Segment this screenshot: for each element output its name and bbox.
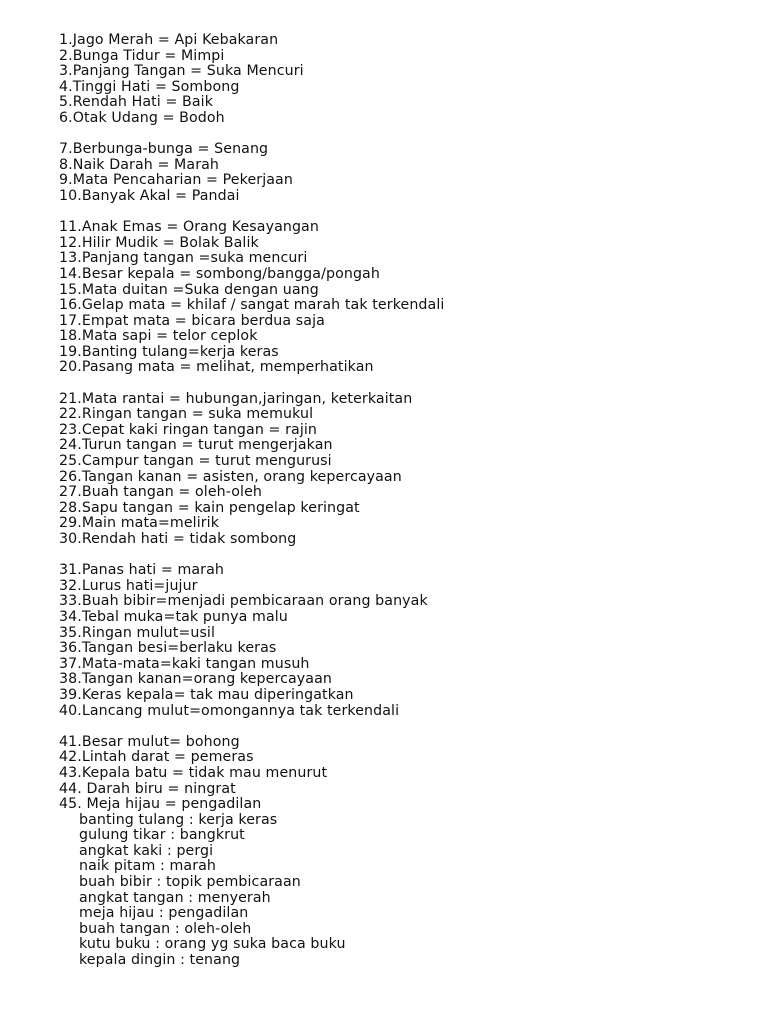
idiom-line: 42.Lintah darat = pemeras [59,749,254,766]
idiom-line: 21.Mata rantai = hubungan,jaringan, keterkaitan [59,390,413,407]
idiom-sub-line: banting tulang : kerja keras [79,811,278,828]
idiom-line: 1.Jago Merah = Api Kebakaran [59,32,279,48]
idiom-line: 13.Panjang tangan =suka mencuri [59,250,308,267]
idiom-line: 18.Mata sapi = telor ceplok [59,328,258,345]
idiom-group-3 [59,220,444,376]
idiom-group-2 [59,142,444,204]
idiom-line: 8.Naik Darah = Marah [59,156,220,173]
idiom-line: 4.Tinggi Hati = Sombong [59,78,240,95]
idiom-line: 11.Anak Emas = Orang Kesayangan [59,219,319,236]
idiom-line: 20.Pasang mata = melihat, memperhatikan [59,359,374,376]
idiom-line: 30.Rendah hati = tidak sombong [59,531,297,547]
idiom-line: 23.Cepat kaki ringan tangan = rajin [59,421,318,438]
idiom-sub-line: kutu buku : orang yg suka baca buku [79,936,346,953]
idiom-line: 26.Tangan kanan = asisten, orang kepercayaan [59,468,402,485]
idiom-sub-line: gulung tikar : bangkrut [79,827,245,844]
idiom-line: 14.Besar kepala = sombong/bangga/pongah [59,265,380,282]
idiom-line: 27.Buah tangan = oleh-oleh [59,484,262,501]
idiom-line: 34.Tebal muka=tak punya malu [59,608,288,625]
idiom-line: 43.Kepala batu = tidak mau menurut [59,764,328,781]
idiom-line: 9.Mata Pencaharian = Pekerjaan [59,172,293,189]
idiom-line: 39.Keras kepala= tak mau diperingatkan [59,686,354,703]
idiom-line: 10.Banyak Akal = Pandai [59,187,240,204]
idiom-list-document [59,33,444,984]
idiom-group-6 [59,735,444,969]
idiom-sub-line: buah tangan : oleh-oleh [79,920,252,937]
idiom-group-4 [59,392,444,548]
idiom-line: 32.Lurus hati=jujur [59,577,198,594]
idiom-sub-line: buah bibir : topik pembicaraan [79,874,301,891]
idiom-line: 7.Berbunga-bunga = Senang [59,141,269,158]
idiom-sub-line: kepala dingin : tenang [79,952,241,969]
idiom-line: 15.Mata duitan =Suka dengan uang [59,281,319,298]
idiom-line: 24.Turun tangan = turut mengerjakan [59,437,333,454]
idiom-sub-line: angkat tangan : menyerah [79,889,271,906]
idiom-line: 12.Hilir Mudik = Bolak Balik [59,234,259,251]
idiom-line: 44. Darah biru = ningrat [59,780,236,797]
idiom-line: 40.Lancang mulut=omongannya tak terkendali [59,702,400,719]
idiom-line: 35.Ringan mulut=usil [59,624,216,641]
idiom-line: 36.Tangan besi=berlaku keras [59,640,277,657]
idiom-sub-line: naik pitam : marah [79,858,217,875]
idiom-line: 31.Panas hati = marah [59,562,224,579]
idiom-line: 17.Empat mata = bicara berdua saja [59,312,325,329]
idiom-sub-line: angkat kaki : pergi [79,842,214,859]
idiom-line: 3.Panjang Tangan = Suka Mencuri [59,63,304,80]
idiom-line: 38.Tangan kanan=orang kepercayaan [59,671,332,688]
idiom-line: 22.Ringan tangan = suka memukul [59,406,314,423]
idiom-line: 33.Buah bibir=menjadi pembicaraan orang banyak [59,593,428,610]
idiom-line: 37.Mata-mata=kaki tangan musuh [59,655,310,672]
idiom-line: 25.Campur tangan = turut mengurusi [59,453,332,470]
idiom-sub-line: meja hijau : pengadilan [79,905,249,922]
idiom-line: 16.Gelap mata = khilaf / sangat marah tak terkendali [59,297,445,314]
idiom-line: 45. Meja hijau = pengadilan [59,796,262,813]
idiom-line: 41.Besar mulut= bohong [59,733,240,750]
idiom-line: 19.Banting tulang=kerja keras [59,343,279,360]
idiom-line: 6.Otak Udang = Bodoh [59,109,225,126]
idiom-line: 29.Main mata=melirik [59,515,220,532]
idiom-line: 5.Rendah Hati = Baik [59,94,214,111]
idiom-line: 2.Bunga Tidur = Mimpi [59,47,225,64]
idiom-line: 28.Sapu tangan = kain pengelap keringat [59,499,360,516]
idiom-group-5 [59,563,444,719]
idiom-group-1 [59,33,444,127]
